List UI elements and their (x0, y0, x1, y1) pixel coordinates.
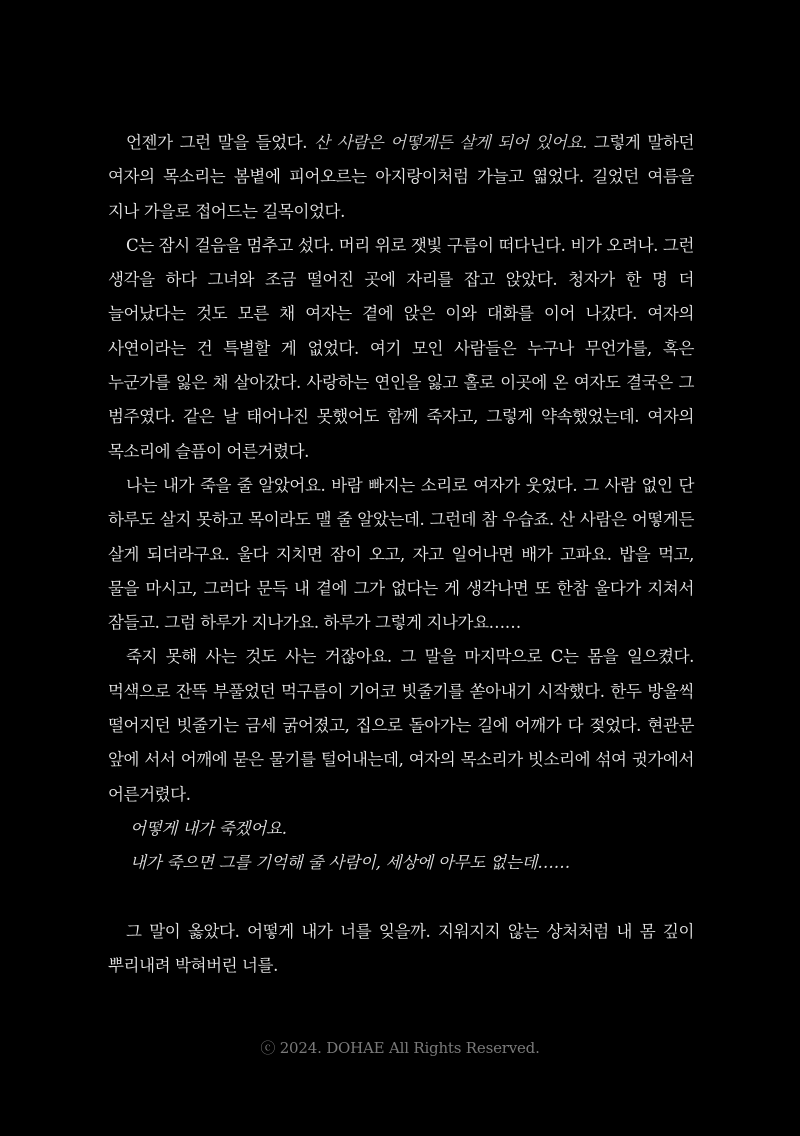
paragraph-spacer (108, 881, 694, 915)
paragraph-5: 그 말이 옳았다. 어떻게 내가 너를 잊을까. 지워지지 않는 상처처럼 내 몸 깊이 뿌리내려 박혀버린 너를. (108, 921, 694, 975)
italic-quote-1: 어떻게 내가 죽겠어요. (130, 818, 287, 838)
paragraph-3: 나는 내가 죽을 줄 알았어요. 바람 빠지는 소리로 여자가 웃었다. 그 사람 없인 단 하루도 살지 못하고 목이라도 맬 줄 알았는데. 그런데 참 우습죠. 산 사람은 어떻게든 살게 되더라구요. 울다 지치면 잠이 오고, 자고 일어나면 배가 고파요. 밥을 먹고, 물을 마시고, 그러다 문득 내 곁에 그가 없다는 게 생각나면 또 한참 울다가 지쳐서 잠들고. 그럼 하루가 지나가요. 하루가 그렇게 지나가요…… (108, 475, 694, 633)
paragraph-4: 죽지 못해 사는 것도 사는 거잖아요. 그 말을 마지막으로 C는 몸을 일으켰다. 먹색으로 잔뜩 부풀었던 먹구름이 기어코 빗줄기를 쏟아내기 시작했다. 한두 방울씩 떨어지던 빗줄기는 금세 굵어졌고, 집으로 돌아가는 길에 어깨가 다 젖었다. 현관문 앞에 서서 어깨에 묻은 물기를 털어내는데, 여자의 목소리가 빗소리에 섞여 귓가에서 어른거렸다. (108, 647, 694, 804)
story-body (108, 126, 694, 983)
paragraph-1-rest: 그렇게 말하던 여자의 목소리는 봄볕에 피어오르는 아지랑이처럼 가늘고 엷었다. 길었던 여름을 지나 가을로 접어드는 길목이었다. (108, 133, 695, 221)
paragraph-1 (108, 126, 694, 229)
copyright-footer: ⓒ 2024. DOHAE All Rights Reserved. (260, 1039, 540, 1057)
paragraph-1-italic-quote: 산 사람은 어떻게든 살게 되어 있어요. (314, 133, 587, 152)
paragraph-1-intro: 언젠가 그런 말을 들었다. (126, 133, 315, 152)
italic-quote-2: 내가 죽으면 그를 기억해 줄 사람이, 세상에 아무도 없는데…… (130, 853, 571, 873)
paragraph-2: C는 잠시 걸음을 멈추고 섰다. 머리 위로 잿빛 구름이 떠다닌다. 비가 오려나. 그런 생각을 하다 그녀와 조금 떨어진 곳에 자리를 잡고 앉았다. 청자가 한 명 더 늘어났다는 것도 모른 채 여자는 곁에 앉은 이와 대화를 이어 나갔다. 여자의 사연이라는 건 특별할 게 없었다. 여기 모인 사람들은 누구나 무언가를, 혹은 누군가를 잃은 채 살아갔다. 사랑하는 연인을 잃고 홀로 이곳에 온 여자도 결국은 그 범주였다. 같은 날 태어나진 못했어도 함께 죽자고, 그렇게 약속했었는데. 여자의 목소리에 슬픔이 어른거렸다. (108, 235, 694, 461)
